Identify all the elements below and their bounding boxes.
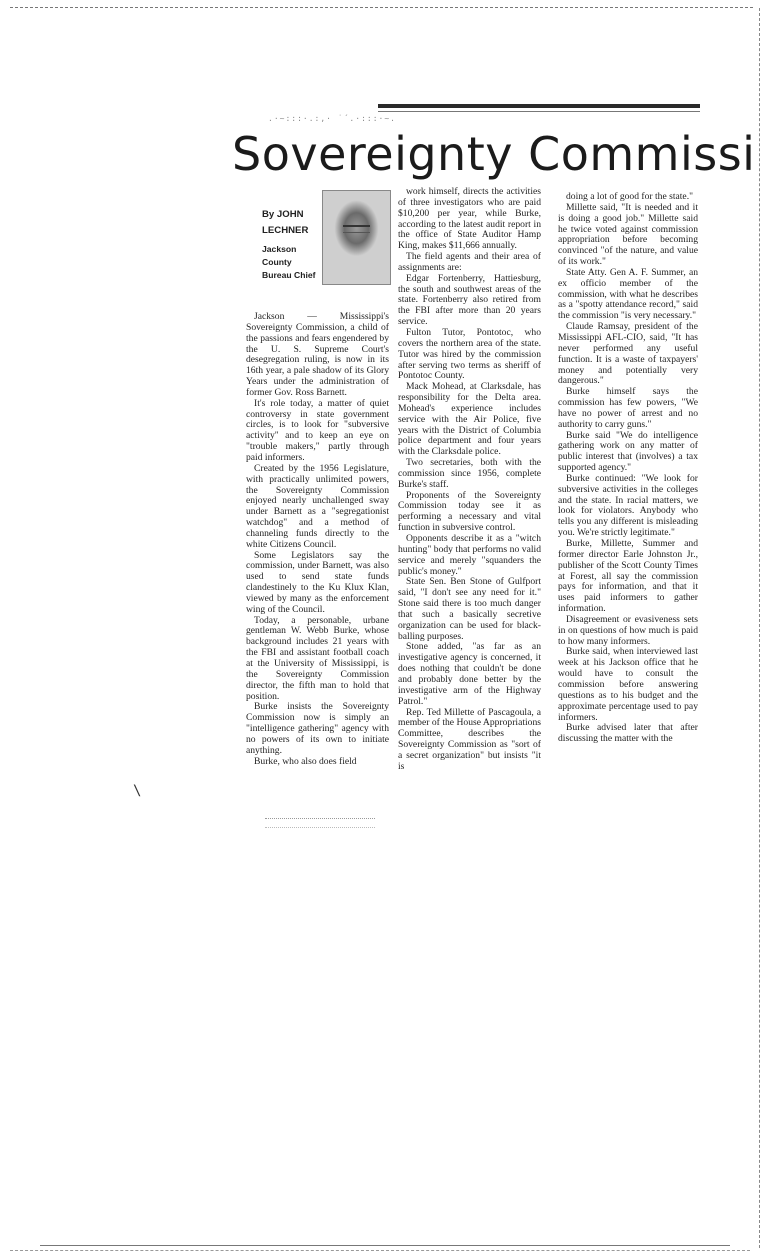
byline-line-1: By JOHN <box>262 209 304 220</box>
paragraph: Edgar Fortenberry, Hattiesburg, the south and southwest areas of the state. Fortenberry also retired from the FBI after more than 20 years service. <box>398 272 541 328</box>
article-column-3 <box>558 192 698 745</box>
scan-smudge-bottom <box>265 818 375 828</box>
page-border-bottom-dashed <box>10 1250 750 1251</box>
scan-smudge-top: .·~:::·.:,· ˙´.·:::·~. <box>268 114 396 123</box>
paragraph: Claude Ramsay, president of the Mississippi AFL-CIO, said, "It has never performed any useful function. It is a waste of taxpayers' money and potentially very dangerous." <box>558 321 698 387</box>
paragraph: Rep. Ted Millette of Pascagoula, a member of the House Appropriations Committee, describes the Sovereignty Commission as "sort of a secret organization" but insists "it is <box>398 706 541 772</box>
paragraph: Millette said, "It is needed and it is doing a good job." Millette said he twice voted against commission appropriation before becoming convinced "of the nature, and value of its work." <box>558 201 698 268</box>
paragraph: Burke insists the Sovereignty Commission now is simply an "intelligence gathering" agency with no powers of its own to initiate anything. <box>246 701 389 756</box>
paragraph: Two secretaries, both with the commission since 1956, complete Burke's staff. <box>398 457 541 490</box>
paragraph: State Atty. Gen A. F. Summer, an ex officio member of the commission, with what he describes as a "spotty attendance record," said the commission "is very necessary." <box>558 266 698 322</box>
paragraph: Burke, who also does field <box>254 755 357 767</box>
paragraph: Disagreement or evasiveness sets in on questions of how much is paid to how many informers. <box>558 613 698 647</box>
author-photo <box>322 190 391 285</box>
page-border-right <box>759 8 760 1248</box>
paragraph: Fulton Tutor, Pontotoc, who covers the northern area of the state. Tutor was hired by the commission after serving two terms as sheriff of Pontotoc County. <box>398 326 541 382</box>
paragraph: It's role today, a matter of quiet controversy in state government circles, is to look for "subversive activity" and to keep an eye on "trouble makers," partly through paid informers. <box>246 397 389 463</box>
clipping-top-rule <box>378 104 700 108</box>
paragraph: Jackson — Mississippi's Sovereignty Commission, a child of the passions and fears engendered by the U. S. Supreme Court's desegregation ruling, is now in its 16th year, a pale shadow of its Glory Years under the administration of former Gov. Ross Barnett. <box>246 311 389 398</box>
page-border-top <box>10 7 753 8</box>
paragraph: Burke advised later that after discussing the matter with the <box>558 722 698 745</box>
paragraph: Created by the 1956 Legislature, with practically unlimited powers, the Sovereignty Commission enjoyed nearly unchallenged sway under Barnett as a "segregationist watchdog" and a method of channeling funds directly to the white Citizens Council. <box>246 462 389 550</box>
byline-line-5: Bureau Chief <box>262 270 316 280</box>
byline <box>262 207 322 282</box>
paragraph: State Sen. Ben Stone of Gulfport said, "I don't see any need for it." Stone said there is too much danger that such a basically secretive organization can be used for black-balling purposes. <box>398 576 541 642</box>
byline-line-4: County <box>262 257 292 267</box>
byline-line-3: Jackson <box>262 244 297 254</box>
paragraph: Opponents describe it as a "witch hunting" body that performs no valid service and merely "squanders the public's money." <box>398 533 541 577</box>
paragraph: Burke, Millette, Summer and former director Earle Johnston Jr., publisher of the Scott County Times at Forest, all say the commission pays for information, and that it uses paid informers to gather information. <box>558 538 698 615</box>
paragraph: Burke himself says the commission has few powers, "We have no power of arrest and no authority to carry guns." <box>558 386 698 430</box>
paragraph: Mack Mohead, at Clarksdale, has responsibility for the Delta area. Mohead's experience includes service with the Air Police, five years with the District of Columbia police department and four years with the Clarksdale police. <box>398 381 541 458</box>
paragraph: Burke continued: "We look for subversive activities in the colleges and the state. In racial matters, we look for violators. Anybody who tells you any different is misleading you. We're strictly legitimate." <box>558 472 698 539</box>
article-column-2 <box>398 187 541 773</box>
paragraph: work himself, directs the activities of three investigators who are paid $10,200 per year, while Burke, according to the latest audit report in the office of State Auditor Hamp King, makes $11,666 annually. <box>398 186 541 252</box>
paragraph: Burke said, when interviewed last week at his Jackson office that he would have to consult the commission before answering questions as to his budget and the approximate percentage used to pay informers. <box>558 646 698 723</box>
author-photo-face <box>343 225 370 233</box>
clipping-top-rule-thin <box>378 111 700 112</box>
paragraph: Today, a personable, urbane gentleman W. Webb Burke, whose background includes 21 years with the FBI and assistant football coach at the University of Mississippi, is the Sovereignty Commission director, the fifth man to hold that position. <box>246 614 389 702</box>
headline: Sovereignty Commissi <box>232 127 756 181</box>
paragraph: doing a lot of good for the state." <box>566 191 694 202</box>
article-column-1 <box>246 312 389 767</box>
byline-line-2: LECHNER <box>262 225 309 236</box>
paragraph: Burke said "We do intelligence gathering work on any matter of public interest that (involves) a tax supported agency." <box>558 429 698 474</box>
paragraph: Proponents of the Sovereignty Commission today see it as performing a necessary and vital function in subversive control. <box>398 489 541 534</box>
paragraph: The field agents and their area of assignments are: <box>398 251 541 273</box>
margin-mark: \ <box>133 783 142 799</box>
paragraph: Stone added, "as far as an investigative agency is concerned, it does nothing that couldn't be done and probably done better by the investigative arm of the Highway Patrol." <box>398 641 541 707</box>
paragraph: Some Legislators say the commission, under Barnett, was also used to send state funds clandestinely to the Ku Klux Klan, viewed by many as the enforcement wing of the Council. <box>246 549 389 615</box>
page-border-bottom <box>40 1245 730 1246</box>
